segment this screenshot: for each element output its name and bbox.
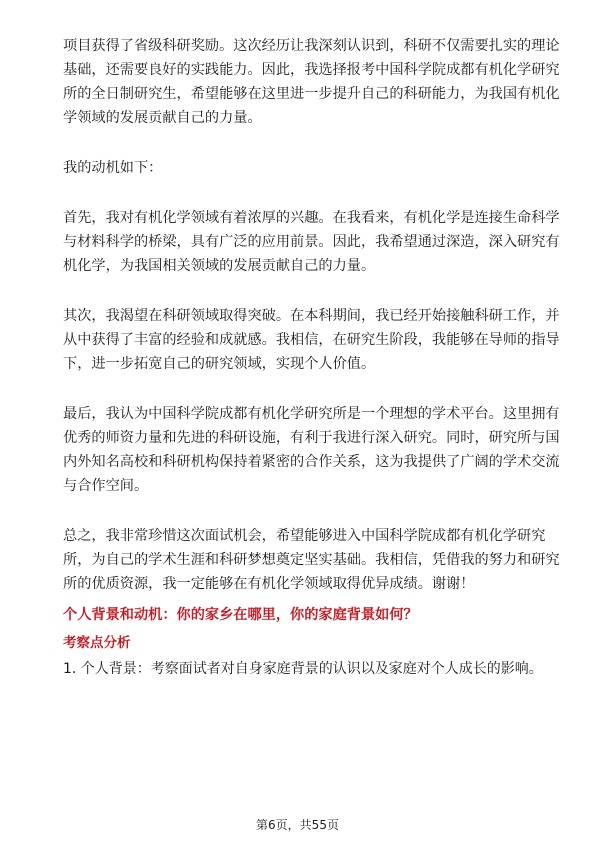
- analysis-heading: 考察点分析: [63, 635, 131, 651]
- body-paragraph: 总之，我非常珍惜这次面试机会，希望能够进入中国科学院成都有机化学研究所，为自己的学术生涯和科研梦想奠定坚实基础。我相信，凭借我的努力和研究所的优质资源，我一定能够在有机化学领域取得优异成绩。谢谢！: [63, 528, 560, 592]
- body-paragraph: 最后，我认为中国科学院成都有机化学研究所是一个理想的学术平台。这里拥有优秀的师资力量和先进的科研设施，有利于我进行深入研究。同时，研究所与国内外知名高校和科研机构保持着紧密的合作关系，这为我提供了广阔的学术交流与合作空间。: [63, 406, 560, 494]
- body-paragraph: 项目获得了省级科研奖励。这次经历让我深刻认识到，科研不仅需要扎实的理论基础，还需要良好的实践能力。因此，我选择报考中国科学院成都有机化学研究所的全日制研究生，希望能够在这里进一步提升自己的科研能力，为我国有机化学领域的发展贡献自己的力量。: [63, 38, 560, 126]
- page-content: [63, 34, 563, 680]
- body-paragraph: 其次，我渴望在科研领域取得突破。在本科期间，我已经开始接触科研工作，并从中获得了丰富的经验和成就感。我相信，在研究生阶段，我能够在导师的指导下，进一步拓宽自己的研究领域，实现个人价值。: [63, 308, 560, 372]
- analysis-item: 1. 个人背景：考察面试者对自身家庭背景的认识以及家庭对个人成长的影响。: [63, 661, 543, 677]
- page-footer: 第6页，共55页: [256, 818, 339, 832]
- body-paragraph: 我的动机如下：: [63, 160, 163, 176]
- question-heading: 个人背景和动机：你的家乡在哪里，你的家庭背景如何？: [63, 607, 418, 623]
- body-paragraph: 首先，我对有机化学领域有着浓厚的兴趣。在我看来，有机化学是连接生命科学与材料科学的桥梁，具有广泛的应用前景。因此，我希望通过深造，深入研究有机化学，为我国相关领域的发展贡献自己的力量。: [63, 210, 560, 274]
